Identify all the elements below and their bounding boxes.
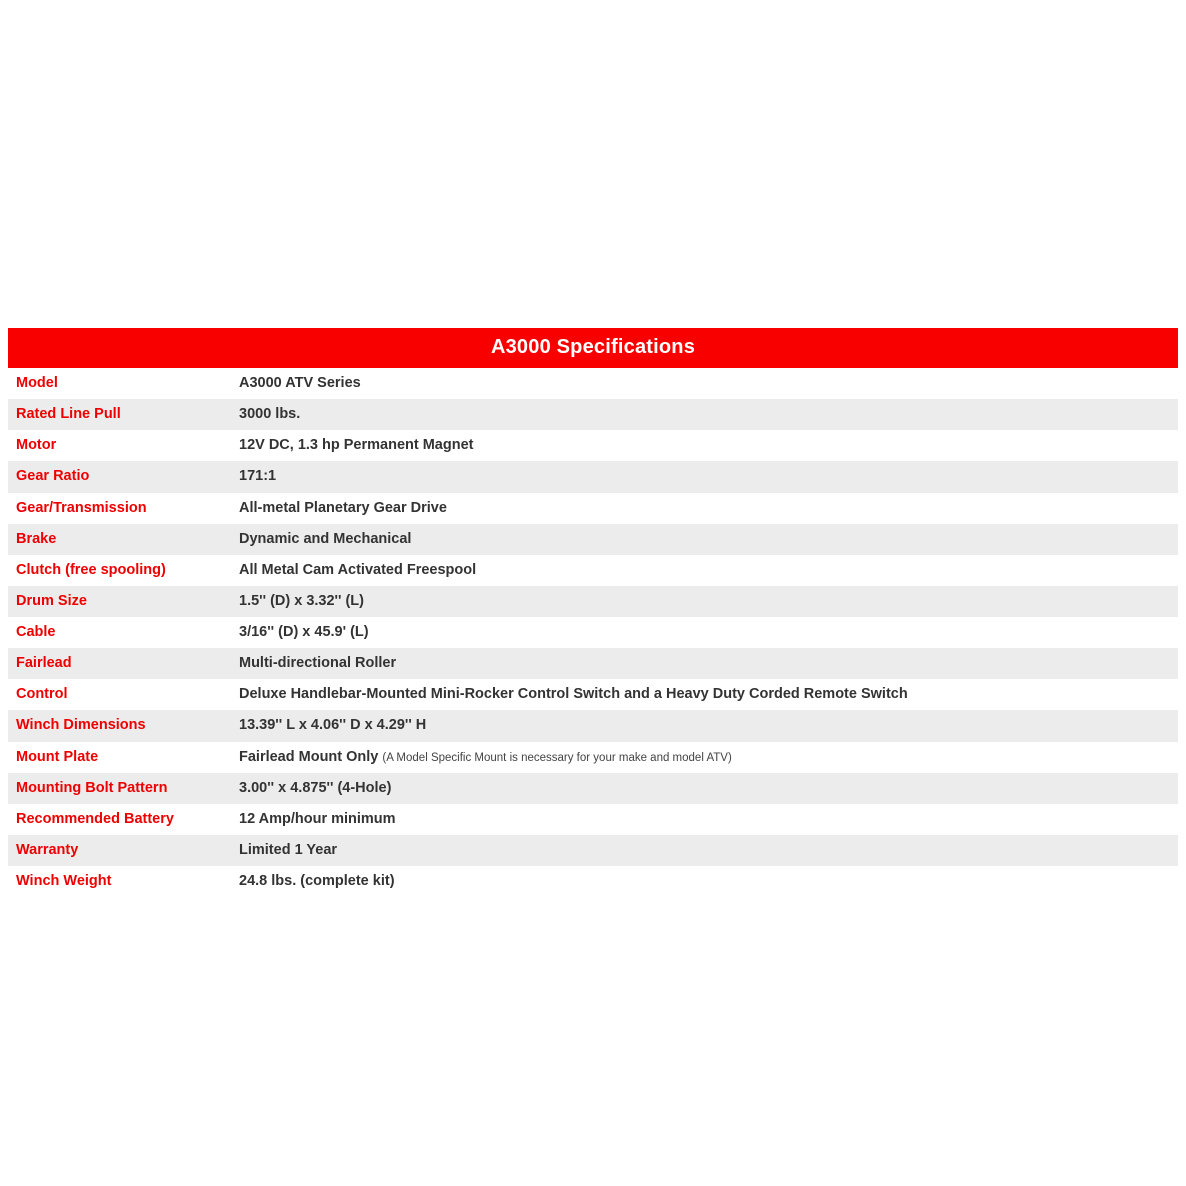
spec-label: Warranty (8, 835, 231, 866)
table-row (8, 617, 1178, 648)
spec-value (231, 524, 1178, 555)
table-row (8, 835, 1178, 866)
spec-value (231, 555, 1178, 586)
table-row (8, 430, 1178, 461)
spec-value-text: Fairlead Mount Only (239, 748, 379, 765)
spec-value (231, 710, 1178, 741)
spec-value (231, 493, 1178, 524)
spec-label: Mount Plate (8, 742, 231, 773)
table-row (8, 399, 1178, 430)
spec-value-text: Limited 1 Year (239, 841, 338, 858)
spec-label: Control (8, 679, 231, 710)
table-row (8, 742, 1178, 773)
spec-value-text: 12V DC, 1.3 hp Permanent Magnet (239, 437, 474, 454)
table-row (8, 710, 1178, 741)
spec-value-text: 13.39'' L x 4.06'' D x 4.29'' H (239, 717, 427, 734)
specifications-panel (8, 328, 1178, 897)
spec-value-text: 171:1 (239, 468, 277, 485)
table-row (8, 555, 1178, 586)
specifications-table (8, 328, 1178, 897)
spec-value-text: 24.8 lbs. (complete kit) (239, 873, 395, 889)
spec-value (231, 617, 1178, 648)
spec-label: Mounting Bolt Pattern (8, 773, 231, 804)
spec-label: Recommended Battery (8, 804, 231, 835)
table-row (8, 586, 1178, 617)
spec-value (231, 679, 1178, 710)
spec-value (231, 648, 1178, 679)
spec-value-text: All Metal Cam Activated Freespool (239, 561, 477, 578)
spec-value-text: 3000 lbs. (239, 406, 301, 423)
spec-value (231, 742, 1178, 773)
table-row (8, 773, 1178, 804)
spec-label: Gear/Transmission (8, 493, 231, 524)
table-title: A3000 Specifications (8, 328, 1178, 368)
spec-label: Model (8, 368, 231, 399)
spec-value-text: Dynamic and Mechanical (239, 530, 412, 547)
table-row (8, 368, 1178, 399)
table-row (8, 461, 1178, 492)
spec-label: Fairlead (8, 648, 231, 679)
table-row (8, 804, 1178, 835)
spec-label: Winch Weight (8, 866, 231, 897)
spec-value (231, 399, 1178, 430)
spec-label: Winch Dimensions (8, 710, 231, 741)
table-row (8, 524, 1178, 555)
specifications-table-body (8, 368, 1178, 897)
spec-value (231, 866, 1178, 897)
spec-value-note: (A Model Specific Mount is necessary for your make and model ATV) (382, 751, 732, 764)
spec-value (231, 835, 1178, 866)
spec-value (231, 368, 1178, 399)
spec-label: Motor (8, 430, 231, 461)
spec-label: Drum Size (8, 586, 231, 617)
spec-value (231, 461, 1178, 492)
spec-value-text: 3.00'' x 4.875'' (4-Hole) (239, 779, 392, 796)
spec-value (231, 804, 1178, 835)
spec-label: Clutch (free spooling) (8, 555, 231, 586)
table-row (8, 648, 1178, 679)
spec-label: Brake (8, 524, 231, 555)
spec-value (231, 586, 1178, 617)
table-row (8, 493, 1178, 524)
spec-value-text: 12 Amp/hour minimum (239, 810, 396, 827)
spec-label: Gear Ratio (8, 461, 231, 492)
spec-value (231, 773, 1178, 804)
spec-value (231, 430, 1178, 461)
spec-value-text: All-metal Planetary Gear Drive (239, 499, 447, 516)
table-row (8, 679, 1178, 710)
spec-label: Cable (8, 617, 231, 648)
spec-value-text: 1.5'' (D) x 3.32'' (L) (239, 592, 364, 609)
spec-value-text: 3/16'' (D) x 45.9' (L) (239, 624, 369, 640)
spec-value-text: A3000 ATV Series (239, 375, 361, 391)
spec-value-text: Multi-directional Roller (239, 655, 397, 672)
spec-label: Rated Line Pull (8, 399, 231, 430)
table-row (8, 866, 1178, 897)
spec-value-text: Deluxe Handlebar-Mounted Mini-Rocker Control Switch and a Heavy Duty Corded Remote Switch (239, 686, 908, 703)
